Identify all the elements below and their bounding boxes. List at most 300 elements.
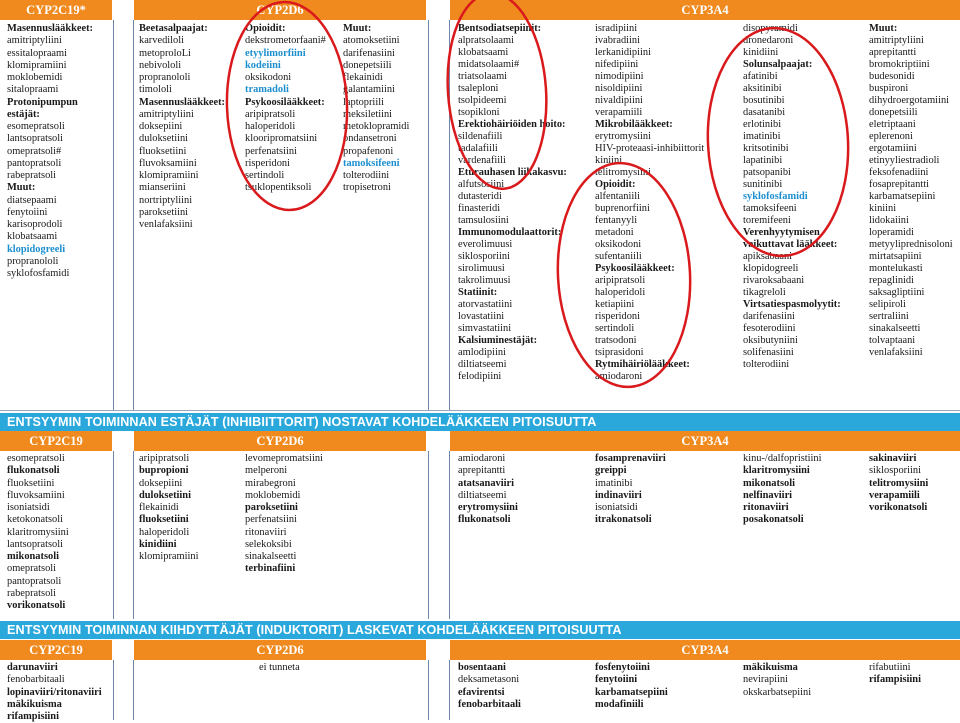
cyp3a4-inhibitors-col3 (743, 453, 822, 527)
header-cyp3a4-inhibitors: CYP3A4 (450, 431, 960, 451)
drug-name: toremifeeni (743, 215, 791, 226)
drug-name: ivabradiini (595, 35, 641, 46)
cyp3a4-inducers-col2 (595, 662, 668, 711)
category-heading: verapamiili (869, 489, 920, 501)
drug-name: erlotinibi (743, 119, 782, 130)
drug-name: karisoprodoli (7, 219, 63, 230)
drug-name: haloperidoli (245, 121, 296, 132)
drug-name: metyyliprednisoloni (869, 239, 953, 250)
drug-name: disopyramidi (743, 23, 798, 34)
category-heading: Verenhyytymisen (743, 227, 820, 238)
drug-name: aksitinibi (743, 83, 782, 94)
category-heading: Bentsodiatsepiinit: (458, 23, 542, 34)
drug-name: tikagreloli (743, 287, 786, 298)
drug-name: klobatsaami (458, 47, 509, 58)
drug-name: nebivololi (139, 59, 182, 71)
category-heading: greippi (595, 465, 627, 477)
category-heading: flukonatsoli (7, 465, 60, 477)
category-heading: karbamatsepiini (595, 686, 668, 698)
drug-name: buprenorfiini (595, 203, 650, 214)
drug-name: laptopriili (343, 96, 384, 108)
cyp3a4-inducers-col3 (743, 662, 811, 699)
drug-name: dasatanibi (743, 107, 786, 118)
cyp2d6-inducers (259, 662, 300, 674)
drug-name: syklofosfamidi (7, 268, 70, 279)
drug-name: midatsolaami# (458, 59, 520, 70)
drug-name: propafenoni (343, 145, 394, 157)
drug-name: tolvaptaani (869, 335, 916, 346)
drug-name: everolimuusi (458, 239, 513, 250)
drug-name: ketiapiini (595, 299, 635, 310)
drug-name: tratsodoni (595, 335, 637, 346)
header-cyp2c19-inhibitors: CYP2C19 (0, 431, 112, 451)
drug-name: essitalopraami (7, 47, 68, 59)
column-divider (113, 660, 114, 720)
highlighted-drug-name: tramadoli (245, 84, 289, 96)
drug-name: klomipramiini (139, 170, 199, 181)
drug-name: nivaldipiini (595, 95, 643, 106)
drug-name: kiniini (595, 155, 623, 166)
header-cyp2c19: CYP2C19* (0, 0, 112, 20)
drug-name: omepratsoli# (7, 145, 62, 157)
drug-name: tsaleploni (458, 83, 499, 94)
category-heading: paroksetiini (245, 502, 298, 513)
drug-name: aripipratsoli (139, 453, 190, 464)
drug-name: tsopikloni (458, 107, 500, 118)
drug-name: isradipiini (595, 23, 638, 34)
cyp2c19-substrates (7, 23, 93, 280)
cyp2d6-inhibitors-col1 (139, 453, 198, 563)
cyp2c19-inhibitors (7, 453, 69, 612)
category-heading: Rytmihäiriölääkkeet: (595, 359, 690, 370)
category-heading: Masennuslääkkeet: (139, 96, 226, 108)
drug-name: eletriptaani (869, 119, 916, 130)
drug-name: nifedipiini (595, 59, 639, 70)
drug-name: rabepratsoli (7, 587, 57, 599)
category-heading: mikonatsoli (743, 477, 795, 489)
category-heading: posakonatsoli (743, 514, 804, 526)
drug-name: felodipiini (458, 371, 502, 382)
drug-name: venlafaksiini (869, 347, 923, 358)
drug-name: sirolimuusi (458, 263, 505, 274)
category-heading: modafiniili (595, 698, 644, 710)
drug-name: ketokonatsoli (7, 514, 63, 526)
drug-name: finasteridi (458, 203, 501, 214)
category-heading: Beetasalpaajat: (139, 23, 208, 34)
drug-name: isoniatsidi (7, 502, 50, 513)
drug-name: isoniatsidi (595, 502, 638, 513)
drug-name: sertindoli (595, 323, 635, 334)
drug-name: moklobemidi (245, 489, 301, 501)
drug-name: ergotamiini (869, 143, 917, 154)
drug-name: tadalafiili (458, 143, 498, 154)
category-heading: estäjät: (7, 108, 40, 120)
cyp3a4-inducers-col4 (869, 662, 921, 687)
category-heading: Immunomodulaattorit: (458, 227, 562, 238)
cyp2c19-inducers (7, 662, 102, 723)
highlighted-drug-name: tamoksifeeni (343, 157, 400, 169)
drug-name: kiniini (869, 203, 897, 214)
drug-name: fosaprepitantti (869, 179, 930, 190)
drug-name: amiodaroni (458, 453, 506, 464)
drug-name: karvediloli (139, 35, 185, 47)
drug-name: nortriptyliini (139, 194, 193, 206)
category-heading: vorikonatsoli (869, 502, 928, 513)
drug-name: kinidiini (743, 47, 779, 58)
drug-name: darifenasiini (343, 47, 395, 59)
drug-name: metadoni (595, 227, 634, 238)
drug-name: tamsulosiini (458, 215, 509, 226)
drug-name: flekainidi (139, 502, 179, 513)
drug-name: donepetsiili (869, 107, 918, 118)
drug-name: pantopratsoli (7, 575, 62, 587)
drug-name: sinakalseetti (869, 323, 921, 334)
cyp2d6-substrates-col2 (245, 23, 326, 195)
column-divider (449, 20, 450, 410)
drug-name: nisoldipiini (595, 83, 643, 94)
drug-name: fluvoksamiini (139, 157, 197, 169)
drug-name: diltiatseemi (458, 359, 507, 370)
category-heading: Muut: (869, 23, 898, 34)
drug-name: sitalopraami (7, 84, 59, 96)
drug-name: perfenatsiini (245, 514, 297, 526)
category-heading: Opioidit: (245, 23, 286, 34)
drug-name: fenobarbitaali (7, 674, 65, 686)
category-heading: Kalsiuminestäjät: (458, 335, 538, 346)
cyp3a4-substrates-col1 (458, 23, 567, 383)
drug-name: atorvastatiini (458, 299, 513, 310)
highlighted-drug-name: kodeiini (245, 59, 281, 71)
cyp3a4-inhibitors-col1 (458, 453, 518, 527)
category-heading: Psykoosilääkkeet: (595, 263, 675, 274)
drug-name: sufentaniili (595, 251, 642, 262)
drug-name: selekoksibi (245, 538, 292, 550)
drug-name: timololi (139, 84, 172, 96)
category-heading: Masennuslääkkeet: (7, 23, 94, 34)
drug-name: bromokriptiini (869, 59, 930, 70)
drug-name: darifenasiini (743, 311, 795, 322)
drug-name: sinakalseetti (245, 551, 297, 562)
drug-name: lerkanidipiini (595, 47, 651, 58)
drug-name: imatinibi (595, 477, 633, 489)
drug-name: galantamiini (343, 84, 395, 96)
drug-name: kritsotinibi (743, 143, 789, 154)
highlighted-drug-name: klopidogreeli (7, 243, 66, 255)
category-heading: fenobarbitaali (458, 698, 521, 710)
category-heading: darunaviiri (7, 662, 58, 673)
category-heading: bosentaani (458, 662, 506, 673)
category-heading: flukonatsoli (458, 514, 511, 526)
cyp3a4-inhibitors-col2 (595, 453, 666, 527)
header-cyp2d6-inducers: CYP2D6 (134, 640, 426, 660)
category-heading: Virtsatiespasmolyytit: (743, 299, 841, 310)
drug-name: ritonaviiri (245, 526, 287, 538)
drug-name: lantsopratsoli (7, 133, 63, 145)
column-divider (113, 451, 114, 619)
category-heading: mikonatsoli (7, 551, 59, 562)
drug-name: tsuklopentiksoli (245, 182, 312, 194)
drug-name: dekstrometorfaani# (245, 35, 326, 47)
drug-name: oksibutyniini (743, 335, 798, 346)
row-divider (0, 410, 960, 411)
drug-name: esomepratsoli (7, 453, 65, 464)
cyp2d6-inhibitors-col2 (245, 453, 323, 576)
category-heading: rifampisiini (869, 674, 921, 686)
category-heading: Eturauhasen liikakasvu: (458, 167, 567, 178)
drug-name: dronedaroni (743, 35, 794, 46)
drug-name: okskarbatsepiini (743, 686, 812, 698)
category-heading: rifampisiini (7, 711, 59, 722)
drug-name: lapatinibi (743, 155, 783, 166)
drug-name: metoproloLi (139, 47, 191, 59)
drug-name: telitromysiini (595, 167, 651, 178)
drug-name: fluvoksamiini (7, 489, 65, 501)
category-heading: fenytoiini (595, 674, 638, 686)
drug-name: nimodipiini (595, 71, 644, 82)
drug-name: amitriptyliini (139, 108, 194, 120)
drug-name: klomipramiini (7, 59, 67, 71)
category-heading: kinidiini (139, 538, 177, 550)
column-divider (133, 451, 134, 619)
drug-name: meksiletiini (343, 108, 393, 120)
drug-name: flekainidi (343, 72, 383, 83)
drug-name: pantopratsoli (7, 157, 62, 169)
drug-name: mianseriini (139, 182, 186, 194)
drug-name: haloperidoli (139, 526, 190, 538)
drug-name: saksagliptiini (869, 287, 925, 298)
column-divider (428, 660, 429, 720)
highlighted-drug-name: syklofosfamidi (743, 191, 808, 202)
drug-name: solifenasiini (743, 347, 794, 358)
drug-name: aprepitantti (869, 47, 917, 58)
drug-name: budesonidi (869, 71, 915, 82)
header-cyp3a4-inducers: CYP3A4 (450, 640, 960, 660)
drug-name: perfenatsiini (245, 145, 297, 157)
category-heading: terbinafiini (245, 563, 296, 575)
drug-name: venlafaksiini (139, 219, 193, 230)
column-divider (449, 660, 450, 720)
category-heading: atatsanaviiri (458, 477, 514, 489)
drug-name: tolterodiini (743, 359, 790, 370)
drug-name: amitriptyliini (869, 35, 924, 46)
drug-name: fentanyyli (595, 215, 638, 226)
cyp3a4-substrates-col4 (869, 23, 953, 359)
drug-name: klobatsaami (7, 231, 58, 243)
drug-name: diatsepaami (7, 194, 57, 206)
cyp3a4-inducers-col1 (458, 662, 521, 711)
drug-name: alfutsosiini (458, 179, 505, 190)
category-heading: fosfenytoiini (595, 662, 650, 673)
drug-name: nevirapiini (743, 674, 789, 686)
drug-name: imatinibi (743, 131, 781, 142)
category-heading: Muut: (343, 23, 372, 34)
drug-name: amiodaroni (595, 371, 643, 382)
drug-name: fluoksetiini (7, 477, 55, 489)
column-divider (133, 20, 134, 410)
column-divider (449, 451, 450, 619)
drug-name: ei tunneta (259, 662, 300, 673)
drug-name: propranololi (139, 72, 191, 83)
category-heading: nelfinaviiri (743, 489, 793, 501)
drug-name: klaritromysiini (7, 526, 69, 538)
drug-name: repaglinidi (869, 275, 915, 286)
category-heading: indinaviiri (595, 489, 642, 501)
drug-name: propranololi (7, 255, 59, 267)
category-heading: Muut: (7, 182, 36, 194)
drug-name: risperidoni (245, 157, 291, 169)
drug-name: tsolpideemi (458, 95, 507, 106)
category-heading: Statiinit: (458, 287, 498, 298)
category-heading: duloksetiini (139, 489, 191, 501)
drug-name: erytromysiini (595, 131, 651, 142)
category-heading: Mikrobilääkkeet: (595, 119, 673, 130)
column-divider (133, 660, 134, 720)
drug-name: HIV-proteaasi-inhibiittorit (595, 143, 705, 154)
drug-name: sildenafiili (458, 131, 503, 142)
drug-name: loperamidi (869, 227, 915, 238)
drug-name: etinyyliestradioli (869, 155, 940, 166)
category-heading: ritonaviiri (743, 502, 789, 513)
drug-name: klooripromatsiini (245, 133, 318, 145)
drug-name: tsiprasidoni (595, 347, 644, 358)
cyp2d6-substrates-col3 (343, 23, 409, 195)
cyp3a4-substrates-col3 (743, 23, 841, 371)
category-heading: fluoksetiini (139, 514, 189, 526)
cyp2d6-substrates-col1 (139, 23, 225, 231)
category-heading: klaritromysiini (743, 465, 810, 477)
drug-name: selipiroli (869, 299, 906, 310)
drug-name: patsopanibi (743, 167, 791, 178)
drug-name: kinu-/dalfopristiini (743, 453, 822, 464)
drug-name: ondansetroni (343, 133, 397, 145)
drug-name: siklosporiini (869, 465, 921, 477)
category-heading: sakinaviiri (869, 453, 917, 464)
column-divider (113, 20, 114, 410)
drug-name: karbamatsepiini (869, 191, 936, 202)
header-cyp2d6-inhibitors: CYP2D6 (134, 431, 426, 451)
category-heading: itrakonatsoli (595, 514, 652, 526)
category-heading: Protonipumpun (7, 96, 78, 108)
category-heading: Erektiohäiriöiden hoito: (458, 119, 566, 130)
drug-name: triatsolaami (458, 71, 508, 82)
drug-name: klopidogreeli (743, 263, 799, 274)
drug-name: fenytoiini (7, 206, 48, 218)
category-heading: telitromysiini (869, 477, 929, 489)
drug-name: amitriptyliini (7, 35, 62, 47)
drug-name: fluoksetiini (139, 145, 187, 157)
drug-name: lidokaiini (869, 215, 909, 226)
drug-name: esomepratsoli (7, 121, 65, 132)
drug-name: montelukasti (869, 263, 923, 274)
drug-name: eplerenoni (869, 131, 913, 142)
drug-name: lovastatiini (458, 311, 505, 322)
category-heading: Opioidit: (595, 179, 636, 190)
column-divider (428, 451, 429, 619)
drug-name: deksametasoni (458, 674, 520, 686)
drug-name: simvastatiini (458, 323, 512, 334)
drug-name: vardenafiili (458, 155, 506, 166)
header-cyp2c19-inducers: CYP2C19 (0, 640, 112, 660)
category-heading: vaikuttavat lääkkeet: (743, 239, 838, 250)
drug-name: diltiatseemi (458, 489, 507, 501)
drug-name: klomipramiini (139, 551, 199, 562)
drug-name: dihydroergotamiini (869, 95, 950, 106)
drug-name: melperoni (245, 465, 288, 477)
category-heading: mäkikuisma (743, 662, 798, 673)
cyp3a4-inhibitors-col4 (869, 453, 928, 514)
drug-name: aripipratsoli (595, 275, 646, 286)
category-heading: efavirentsi (458, 686, 505, 698)
drug-name: duloksetiini (139, 133, 189, 145)
drug-name: tropisetroni (343, 182, 391, 194)
drug-name: apiksabaani (743, 251, 793, 262)
drug-name: oksikodoni (245, 72, 292, 83)
inhibitors-banner: ENTSYYMIN TOIMINNAN ESTÄJÄT (INHIBIITTORIT) NOSTAVAT KOHDELÄÄKKEEN PITOISUUTTA (0, 413, 960, 431)
drug-name: fesoterodiini (743, 323, 796, 334)
drug-name: doksepiini (139, 121, 183, 132)
drug-name: bosutinibi (743, 95, 785, 106)
drug-name: verapamiili (595, 107, 643, 118)
category-heading: fosamprenaviiri (595, 453, 666, 464)
drug-name: aripipratsoli (245, 108, 296, 120)
drug-name: buspironi (869, 83, 909, 94)
drug-name: lantsopratsoli (7, 538, 63, 550)
drug-name: rabepratsoli (7, 170, 57, 181)
category-heading: bupropioni (139, 465, 189, 477)
drug-name: donepetsiili (343, 59, 392, 71)
category-heading: lopinaviiri/ritonaviiri (7, 686, 102, 698)
category-heading: vorikonatsoli (7, 600, 66, 611)
drug-name: sertraliini (869, 311, 909, 322)
drug-name: takrolimuusi (458, 275, 511, 286)
drug-name: levomepromatsiini (245, 453, 323, 464)
cyp3a4-substrates-col2 (595, 23, 704, 383)
drug-name: amlodipiini (458, 347, 506, 358)
category-heading: Psykoosilääkkeet: (245, 96, 325, 108)
drug-name: alfentaniili (595, 191, 641, 202)
inducers-banner: ENTSYYMIN TOIMINNAN KIIHDYTTÄJÄT (INDUKTORIT) LASKEVAT KOHDELÄÄKKEEN PITOISUUTTA (0, 621, 960, 639)
drug-name: moklobemidi (7, 72, 63, 83)
drug-name: omepratsoli (7, 563, 57, 575)
drug-name: paroksetiini (139, 206, 189, 218)
column-divider (428, 20, 429, 410)
drug-name: feksofenadiini (869, 167, 929, 178)
drug-name: dutasteridi (458, 191, 502, 202)
drug-name: sertindoli (245, 170, 285, 181)
drug-name: tolterodiini (343, 170, 390, 181)
drug-name: rifabutiini (869, 662, 911, 673)
drug-name: afatinibi (743, 71, 778, 82)
drug-name: atomoksetiini (343, 35, 400, 47)
header-cyp2d6: CYP2D6 (134, 0, 426, 20)
category-heading: Solunsalpaajat: (743, 59, 813, 70)
drug-name: metoklopramidi (343, 121, 410, 132)
category-heading: mäkikuisma (7, 698, 62, 710)
drug-name: mirtatsapiini (869, 251, 922, 262)
header-cyp3a4: CYP3A4 (450, 0, 960, 20)
drug-name: haloperidoli (595, 287, 646, 298)
drug-name: alpratsolaami (458, 35, 514, 46)
category-heading: erytromysiini (458, 502, 518, 513)
drug-name: risperidoni (595, 311, 641, 322)
drug-name: doksepiini (139, 477, 183, 489)
drug-name: oksikodoni (595, 239, 642, 250)
drug-name: sunitinibi (743, 179, 783, 190)
drug-name: rivaroksabaani (743, 275, 805, 286)
drug-name: siklosporiini (458, 251, 510, 262)
drug-name: mirabegroni (245, 477, 296, 489)
highlighted-drug-name: etyylimorfiini (245, 47, 306, 59)
